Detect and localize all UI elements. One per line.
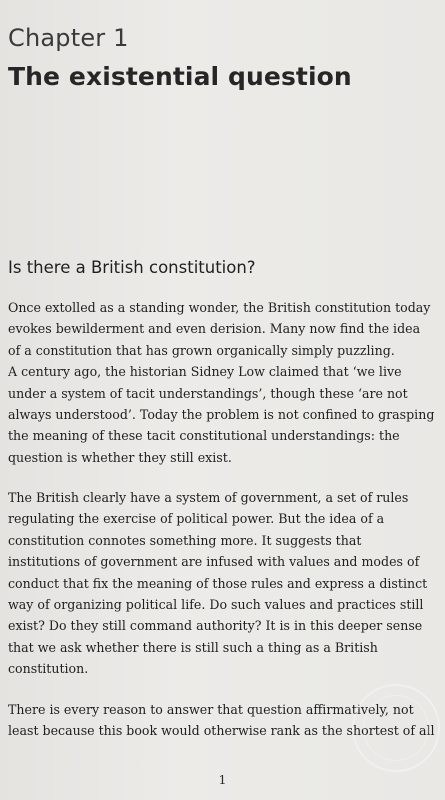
paragraph-1 — [8, 297, 440, 468]
chapter-title: The existential question — [8, 62, 352, 91]
text-line: constitution. — [8, 661, 89, 677]
text-line: institutions of government are infused with values and modes of — [8, 554, 420, 570]
text-line: evokes bewilderment and even derision. Many now find the idea — [8, 321, 421, 337]
text-line: that we ask whether there is still such a thing as a British — [8, 639, 378, 655]
text-line: conduct that fix the meaning of those rules and express a distinct — [8, 575, 428, 591]
text-line: always understood’. Today the problem is not confined to grasping — [8, 407, 435, 423]
paragraph-2 — [8, 487, 440, 680]
watermark-stamp-icon — [341, 673, 445, 784]
text-line: Once extolled as a standing wonder, the British constitution today — [8, 300, 431, 315]
text-line: exist? Do they still command authority? It is in this deeper sense — [8, 618, 423, 634]
chapter-label: Chapter 1 — [8, 24, 129, 52]
text-line: regulating the exercise of political power. But the idea of a — [8, 511, 385, 527]
text-line: There is every reason to answer that question affirmatively, not — [8, 702, 414, 717]
text-line: the meaning of these tacit constitutional understandings: the — [8, 428, 400, 444]
text-line: under a system of tacit understandings’, though these ‘are not — [8, 385, 408, 401]
text-line: way of organizing political life. Do such values and practices still — [8, 597, 424, 613]
section-heading: Is there a British constitution? — [8, 258, 256, 277]
text-line: constitution connotes something more. It suggests that — [8, 532, 362, 548]
text-line: least because this book would otherwise rank as the shortest of all — [8, 723, 435, 739]
text-line: A century ago, the historian Sidney Low claimed that ‘we live — [8, 364, 402, 380]
text-line: question is whether they still exist. — [8, 449, 232, 465]
page-number: 1 — [218, 772, 227, 787]
text-line: of a constitution that has grown organically simply puzzling. — [8, 342, 395, 358]
text-line: The British clearly have a system of government, a set of rules — [8, 490, 409, 505]
